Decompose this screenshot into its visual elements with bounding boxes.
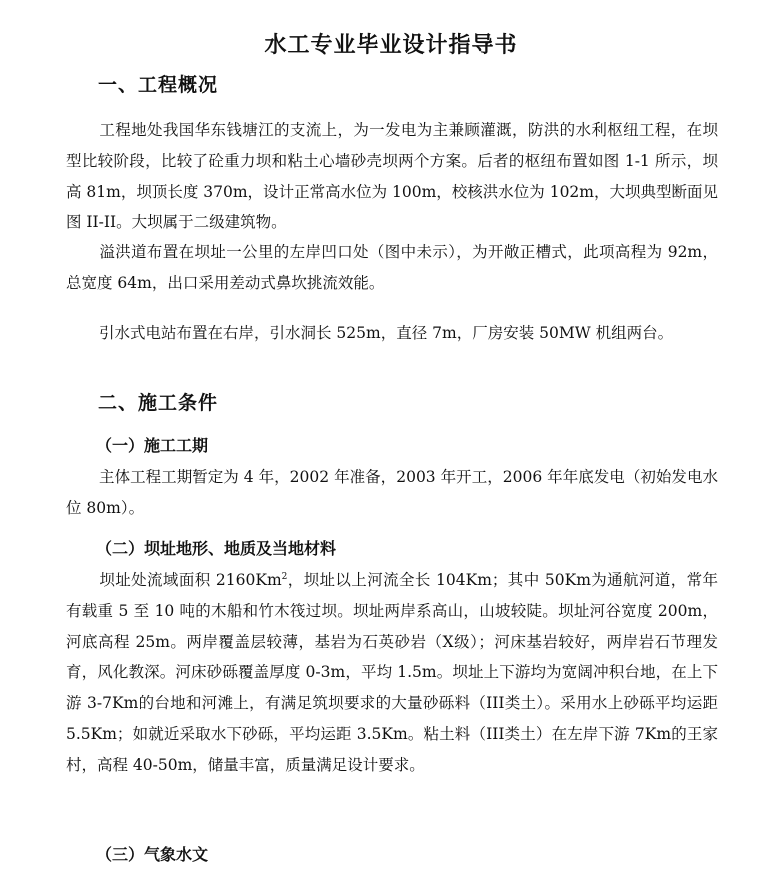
paragraph-schedule bbox=[66, 462, 718, 524]
document-title: 水工专业毕业设计指导书 bbox=[264, 33, 518, 58]
section-heading-construction-conditions: 二、施工条件 bbox=[98, 392, 219, 414]
paragraph-text: 引水式电站布置在右岸，引水洞长 525m，直径 7m，厂房安装 50MW 机组两台。 bbox=[99, 324, 674, 342]
paragraph-text: 工程地处我国华东钱塘江的支流上，为一发电为主兼顾灌溉，防洪的水利枢纽工程，在坝型比较阶段，比较了砼重力坝和粘土心墙砂壳坝两个方案。后者的枢纽布置如图 1-1 所示，坝高 81m，坝顶长度 370m，设计正常高水位为 100m，校核洪水位为 102m，大坝典型断面见图 II-II。大坝属于二级建筑物。 bbox=[66, 121, 718, 232]
paragraph-text-part1: 坝址处流域面积 2160Km bbox=[99, 571, 282, 589]
paragraph-spillway bbox=[66, 237, 718, 299]
subsection-heading-schedule: （一）施工工期 bbox=[96, 436, 209, 455]
section-heading-project-overview: 一、工程概况 bbox=[98, 74, 219, 96]
paragraph-project-location bbox=[66, 115, 718, 238]
paragraph-text-part2: ，坝址以上河流全长 104Km；其中 50Km为通航河道，常年有载重 5 至 10 吨的木船和竹木筏过坝。坝址两岸系高山，山坡较陡。坝址河谷宽度 200m，河底高程 25m。两岸覆盖层较薄，基岩为石英砂岩（X级）；河床基岩较好，两岸岩石节理发育，风化教深。河床砂砾覆盖厚度 0-3m，平均 1.5m。坝址上下游均为宽阔冲积台地，在上下游 3-7Km的台地和河滩上，有满足筑坝要求的大量砂砾料（III类土）。采用水上砂砾平均运距 5.5Km；如就近采取水下砂砾，平均运距 3.5Km。粘土料（III类土）在左岸下游 7Km的王家村，高程 40-50m，储量丰富，质量满足设计要求。 bbox=[66, 571, 718, 774]
subsection-heading-meteorology-hydrology: （三）气象水文 bbox=[96, 845, 209, 864]
paragraph-text: 主体工程工期暂定为 4 年，2002 年准备，2003 年开工，2006 年年底发电（初始发电水位 80m）。 bbox=[66, 468, 718, 517]
paragraph-text: 溢洪道布置在坝址一公里的左岸凹口处（图中未示），为开敞正槽式，此项高程为 92m，总宽度 64m，出口采用差动式鼻坎挑流效能。 bbox=[66, 243, 718, 292]
subsection-heading-site-geology: （二）坝址地形、地质及当地材料 bbox=[96, 539, 337, 558]
superscript: 2 bbox=[281, 571, 288, 582]
paragraph-power-station bbox=[66, 318, 718, 349]
paragraph-site-geology bbox=[66, 565, 718, 781]
